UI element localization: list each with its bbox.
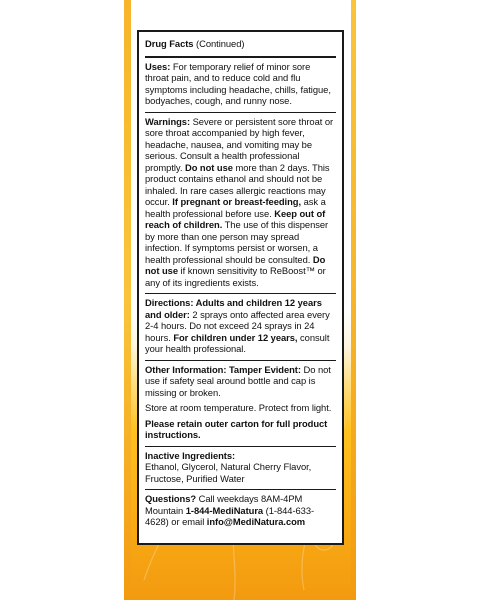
questions-section xyxy=(145,490,336,533)
directions-heading: Directions: Adults and children 12 years and older: xyxy=(145,297,322,320)
uses-section xyxy=(145,58,336,113)
warnings-heading: Warnings: xyxy=(145,115,191,127)
inactive-ingredients-section xyxy=(145,447,336,491)
uses-text: For temporary relief of minor sore throat pain, and to reduce cold and flu symptoms including headache, chills, fatigue, bodyaches, cough, and runny nose. xyxy=(145,60,331,106)
carton-left-edge xyxy=(124,0,131,600)
directions-text-2: consult your health professional. xyxy=(145,331,330,354)
inactive-heading: Inactive Ingredients: xyxy=(145,449,236,461)
warnings-bold-1: Do not use xyxy=(184,161,233,173)
tamper-text: Do not use if safety seal around bottle and cap is missing or broken. xyxy=(145,363,331,398)
other-information-section xyxy=(145,361,336,447)
warnings-text-1: Severe or persistent sore throat or sore throat accompanied by high fever, headache, nausea, and vomiting may be serious. Consult a health professional promptly. xyxy=(145,115,334,173)
inactive-list: Ethanol, Glycerol, Natural Cherry Flavor, Fructose, Purified Water xyxy=(145,461,312,484)
other-heading: Other Information: Tamper Evident: xyxy=(145,363,301,375)
questions-text-1: Call weekdays 8AM-4PM Mountain xyxy=(145,493,303,516)
warnings-bold-2: If pregnant or breast-feeding, xyxy=(172,196,302,207)
phone-number: 1-844-MediNatura xyxy=(185,504,264,516)
warnings-text-2: more than 2 days. This product contains ethanol and should not be inhaled. In rare cases allergic reactions may occur. xyxy=(145,161,330,207)
questions-heading: Questions? xyxy=(145,493,197,504)
title-bold: Drug Facts xyxy=(145,38,194,49)
directions-text-1: 2 sprays onto affected area every 2-4 hours. Do not exceed 24 sprays in 24 hours. xyxy=(145,308,330,343)
warnings-bold-4: Do not use xyxy=(145,253,326,276)
title-continued: (Continued) xyxy=(193,38,245,49)
email-address: info@MediNatura.com xyxy=(206,516,306,527)
uses-heading: Uses: xyxy=(145,60,171,72)
warnings-section xyxy=(145,113,336,295)
directions-section xyxy=(145,294,336,361)
drug-facts-title xyxy=(145,32,336,58)
directions-bold-1: For children under 12 years, xyxy=(173,331,298,343)
carton-right-edge xyxy=(351,0,356,600)
retain-carton-text: Please retain outer carton for full product instructions. xyxy=(145,417,328,440)
warnings-bold-3: Keep out of reach of children. xyxy=(145,207,326,230)
warnings-text-5: if known sensitivity to ReBoost™ or any of its ingredients exists. xyxy=(145,265,326,288)
drug-facts-panel xyxy=(137,30,344,545)
storage-text: Store at room temperature. Protect from light. xyxy=(145,402,332,413)
warnings-text-3: ask a health professional before use. xyxy=(145,196,326,219)
questions-text-2: (1-844-633-4628) or email xyxy=(145,504,315,527)
warnings-text-4: The use of this dispenser by more than one person may spread infection. If symptoms persist or worsen, a health professional should be consulted. xyxy=(145,219,329,265)
